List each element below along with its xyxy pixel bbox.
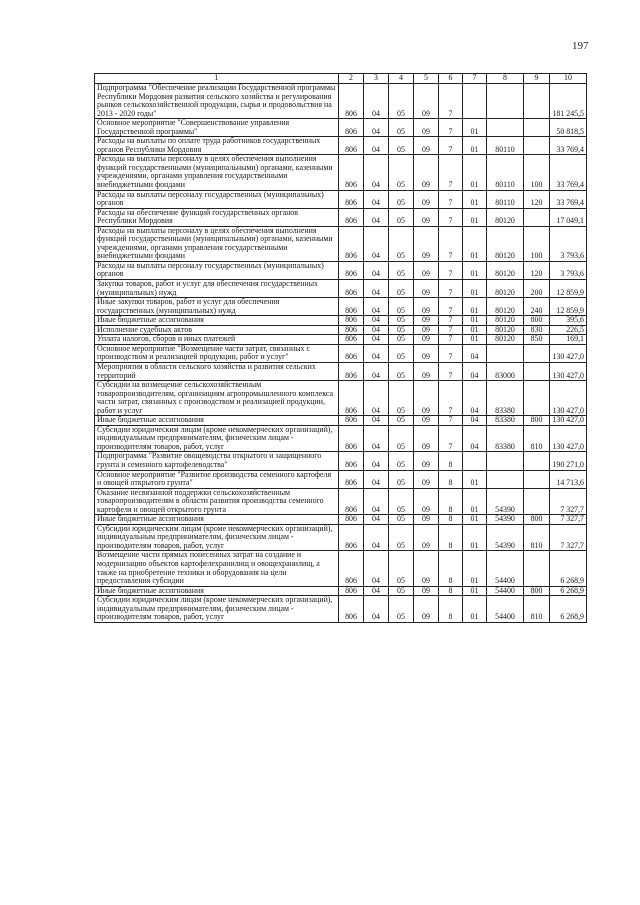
page-number: 197 — [572, 40, 589, 52]
table-row — [95, 155, 587, 190]
subsection-code-cell: 05 — [389, 316, 414, 326]
table-row — [95, 596, 587, 623]
header-cell: 4 — [389, 74, 414, 84]
subprogram-code-cell: 7 — [439, 316, 463, 326]
section-code-cell: 04 — [364, 316, 389, 326]
item-name-cell: Уплата налогов, сборов и иных платежей — [95, 335, 339, 345]
amount-cell: 7 327,7 — [550, 488, 587, 515]
item-name-cell: Мероприятия в области сельского хозяйства и развития сельских территорий — [95, 362, 339, 380]
measure-code-cell: 01 — [463, 488, 487, 515]
direction-code-cell: 54390 — [487, 515, 524, 525]
section-code-cell: 04 — [364, 515, 389, 525]
subsection-code-cell: 05 — [389, 524, 414, 551]
amount-cell: 17 049,1 — [550, 208, 587, 226]
amount-cell: 190 271,0 — [550, 452, 587, 470]
amount-cell: 6 268,9 — [550, 586, 587, 596]
section-code-cell: 04 — [364, 551, 389, 586]
direction-code-cell: 80120 — [487, 226, 524, 261]
measure-code-cell: 04 — [463, 362, 487, 380]
subprogram-code-cell: 8 — [439, 452, 463, 470]
section-code-cell: 04 — [364, 381, 389, 416]
ministry-code-cell: 806 — [339, 84, 364, 119]
item-name-cell: Расходы на выплаты по оплате труда работников государственных органов Республики Мордовия — [95, 137, 339, 155]
expense-type-code-cell: 240 — [524, 298, 550, 316]
program-code-cell: 09 — [414, 155, 439, 190]
expense-type-code-cell: 830 — [524, 325, 550, 335]
subprogram-code-cell: 7 — [439, 137, 463, 155]
table-row — [95, 488, 587, 515]
subsection-code-cell: 05 — [389, 137, 414, 155]
amount-cell: 33 769,4 — [550, 155, 587, 190]
subprogram-code-cell: 7 — [439, 226, 463, 261]
direction-code-cell: 80120 — [487, 316, 524, 326]
program-code-cell: 09 — [414, 381, 439, 416]
amount-cell: 395,6 — [550, 316, 587, 326]
subprogram-code-cell: 7 — [439, 335, 463, 345]
measure-code-cell: 01 — [463, 155, 487, 190]
expense-type-code-cell: 100 — [524, 226, 550, 261]
expense-type-code-cell: 100 — [524, 155, 550, 190]
expense-type-code-cell — [524, 551, 550, 586]
subprogram-code-cell: 7 — [439, 298, 463, 316]
ministry-code-cell: 806 — [339, 596, 364, 623]
amount-cell: 33 769,4 — [550, 137, 587, 155]
measure-code-cell: 04 — [463, 381, 487, 416]
measure-code-cell — [463, 452, 487, 470]
subprogram-code-cell: 7 — [439, 280, 463, 298]
measure-code-cell: 01 — [463, 298, 487, 316]
direction-code-cell: 80120 — [487, 325, 524, 335]
section-code-cell: 04 — [364, 425, 389, 452]
section-code-cell: 04 — [364, 596, 389, 623]
item-name-cell: Подпрограмма "Развитие овощеводства открытого и защищенного грунта и семенного картофелеводства" — [95, 452, 339, 470]
item-name-cell: Закупка товаров, работ и услуг для обеспечения государственных (муниципальных) нужд — [95, 280, 339, 298]
measure-code-cell: 01 — [463, 470, 487, 488]
table-body — [95, 84, 587, 623]
expense-type-code-cell: 800 — [524, 416, 550, 426]
amount-cell: 3 793,6 — [550, 261, 587, 279]
table-row — [95, 298, 587, 316]
subprogram-code-cell: 7 — [439, 155, 463, 190]
subprogram-code-cell: 7 — [439, 119, 463, 137]
table-row — [95, 208, 587, 226]
program-code-cell: 09 — [414, 298, 439, 316]
item-name-cell: Оказание несвязанной поддержки сельскохозяйственным товаропроизводителям в области развития производства семенного картофеля и овощей открытого грунта — [95, 488, 339, 515]
amount-cell: 130 427,0 — [550, 344, 587, 362]
measure-code-cell: 01 — [463, 137, 487, 155]
table-row — [95, 425, 587, 452]
direction-code-cell: 83380 — [487, 381, 524, 416]
expense-type-code-cell: 200 — [524, 280, 550, 298]
subprogram-code-cell: 7 — [439, 381, 463, 416]
item-name-cell: Основное мероприятие "Возмещение части затрат, связанных с производством и реализацией продукции, работ и услуг" — [95, 344, 339, 362]
header-cell: 9 — [524, 74, 550, 84]
table-row — [95, 416, 587, 426]
amount-cell: 226,5 — [550, 325, 587, 335]
direction-code-cell: 83000 — [487, 362, 524, 380]
amount-cell: 130 427,0 — [550, 416, 587, 426]
direction-code-cell — [487, 119, 524, 137]
measure-code-cell — [463, 84, 487, 119]
ministry-code-cell: 806 — [339, 488, 364, 515]
subsection-code-cell: 05 — [389, 452, 414, 470]
expense-type-code-cell — [524, 84, 550, 119]
direction-code-cell — [487, 452, 524, 470]
ministry-code-cell: 806 — [339, 190, 364, 208]
section-code-cell: 04 — [364, 226, 389, 261]
amount-cell: 130 427,0 — [550, 362, 587, 380]
ministry-code-cell: 806 — [339, 325, 364, 335]
header-row — [95, 74, 587, 84]
direction-code-cell: 80120 — [487, 335, 524, 345]
section-code-cell: 04 — [364, 137, 389, 155]
ministry-code-cell: 806 — [339, 470, 364, 488]
direction-code-cell: 80110 — [487, 190, 524, 208]
ministry-code-cell: 806 — [339, 344, 364, 362]
subsection-code-cell: 05 — [389, 416, 414, 426]
amount-cell: 12 859,9 — [550, 280, 587, 298]
header-cell: 1 — [95, 74, 339, 84]
expense-type-code-cell: 800 — [524, 316, 550, 326]
subprogram-code-cell: 7 — [439, 425, 463, 452]
measure-code-cell: 01 — [463, 551, 487, 586]
subprogram-code-cell: 8 — [439, 470, 463, 488]
ministry-code-cell: 806 — [339, 261, 364, 279]
direction-code-cell — [487, 470, 524, 488]
subsection-code-cell: 05 — [389, 280, 414, 298]
subsection-code-cell: 05 — [389, 425, 414, 452]
expense-type-code-cell — [524, 137, 550, 155]
expense-type-code-cell: 800 — [524, 586, 550, 596]
expense-type-code-cell — [524, 488, 550, 515]
item-name-cell: Иные бюджетные ассигнования — [95, 416, 339, 426]
program-code-cell: 09 — [414, 335, 439, 345]
table-row — [95, 344, 587, 362]
direction-code-cell: 83380 — [487, 425, 524, 452]
section-code-cell: 04 — [364, 280, 389, 298]
table-row — [95, 381, 587, 416]
subsection-code-cell: 05 — [389, 344, 414, 362]
ministry-code-cell: 806 — [339, 586, 364, 596]
item-name-cell: Субсидии на возмещение сельскохозяйственным товаропроизводителям, организациям агропромышленного комплекса части затрат, связанных с производством и реализацией продукции, работ и услуг — [95, 381, 339, 416]
program-code-cell: 09 — [414, 137, 439, 155]
program-code-cell: 09 — [414, 515, 439, 525]
table-row — [95, 470, 587, 488]
section-code-cell: 04 — [364, 344, 389, 362]
program-code-cell: 09 — [414, 488, 439, 515]
program-code-cell: 09 — [414, 344, 439, 362]
amount-cell: 130 427,0 — [550, 425, 587, 452]
header-cell: 7 — [463, 74, 487, 84]
item-name-cell: Расходы на выплаты персоналу государственных (муниципальных) органов — [95, 190, 339, 208]
header-cell: 2 — [339, 74, 364, 84]
table-row — [95, 261, 587, 279]
ministry-code-cell: 806 — [339, 515, 364, 525]
ministry-code-cell: 806 — [339, 381, 364, 416]
direction-code-cell: 80110 — [487, 155, 524, 190]
expense-type-code-cell: 120 — [524, 261, 550, 279]
amount-cell: 7 327,7 — [550, 515, 587, 525]
expense-type-code-cell — [524, 470, 550, 488]
program-code-cell: 09 — [414, 425, 439, 452]
header-cell: 5 — [414, 74, 439, 84]
measure-code-cell: 04 — [463, 416, 487, 426]
program-code-cell: 09 — [414, 586, 439, 596]
section-code-cell: 04 — [364, 362, 389, 380]
amount-cell: 169,1 — [550, 335, 587, 345]
section-code-cell: 04 — [364, 261, 389, 279]
section-code-cell: 04 — [364, 119, 389, 137]
amount-cell: 12 859,9 — [550, 298, 587, 316]
measure-code-cell: 01 — [463, 280, 487, 298]
subprogram-code-cell: 8 — [439, 515, 463, 525]
section-code-cell: 04 — [364, 335, 389, 345]
subsection-code-cell: 05 — [389, 551, 414, 586]
measure-code-cell: 04 — [463, 344, 487, 362]
subprogram-code-cell: 7 — [439, 325, 463, 335]
program-code-cell: 09 — [414, 119, 439, 137]
subsection-code-cell: 05 — [389, 335, 414, 345]
table-row — [95, 226, 587, 261]
subprogram-code-cell: 8 — [439, 488, 463, 515]
program-code-cell: 09 — [414, 190, 439, 208]
section-code-cell: 04 — [364, 155, 389, 190]
subprogram-code-cell: 7 — [439, 362, 463, 380]
section-code-cell: 04 — [364, 190, 389, 208]
table-row — [95, 524, 587, 551]
section-code-cell: 04 — [364, 298, 389, 316]
ministry-code-cell: 806 — [339, 119, 364, 137]
subsection-code-cell: 05 — [389, 298, 414, 316]
ministry-code-cell: 806 — [339, 452, 364, 470]
amount-cell: 33 769,4 — [550, 190, 587, 208]
subprogram-code-cell: 7 — [439, 208, 463, 226]
amount-cell: 3 793,6 — [550, 226, 587, 261]
measure-code-cell: 04 — [463, 425, 487, 452]
item-name-cell: Иные закупки товаров, работ и услуг для обеспечения государственных (муниципальных) нужд — [95, 298, 339, 316]
expense-type-code-cell: 810 — [524, 425, 550, 452]
measure-code-cell: 01 — [463, 524, 487, 551]
table-row — [95, 119, 587, 137]
item-name-cell: Субсидии юридическим лицам (кроме некоммерческих организаций), индивидуальным предпринимателям, физическим лицам - производителям товаров, работ, услуг — [95, 524, 339, 551]
program-code-cell: 09 — [414, 416, 439, 426]
table-row — [95, 137, 587, 155]
program-code-cell: 09 — [414, 84, 439, 119]
program-code-cell: 09 — [414, 261, 439, 279]
measure-code-cell: 01 — [463, 586, 487, 596]
subprogram-code-cell: 7 — [439, 344, 463, 362]
program-code-cell: 09 — [414, 208, 439, 226]
program-code-cell: 09 — [414, 316, 439, 326]
expense-type-code-cell: 800 — [524, 515, 550, 525]
measure-code-cell: 01 — [463, 261, 487, 279]
ministry-code-cell: 806 — [339, 280, 364, 298]
table-row — [95, 452, 587, 470]
subsection-code-cell: 05 — [389, 325, 414, 335]
table-row — [95, 515, 587, 525]
table-row — [95, 362, 587, 380]
section-code-cell: 04 — [364, 325, 389, 335]
ministry-code-cell: 806 — [339, 155, 364, 190]
subsection-code-cell: 05 — [389, 261, 414, 279]
table-row — [95, 316, 587, 326]
subprogram-code-cell: 7 — [439, 84, 463, 119]
section-code-cell: 04 — [364, 586, 389, 596]
measure-code-cell: 01 — [463, 208, 487, 226]
direction-code-cell: 54390 — [487, 488, 524, 515]
subsection-code-cell: 05 — [389, 155, 414, 190]
program-code-cell: 09 — [414, 325, 439, 335]
subprogram-code-cell: 8 — [439, 596, 463, 623]
item-name-cell: Субсидии юридическим лицам (кроме некоммерческих организаций), индивидуальным предпринимателям, физическим лицам - производителям товаров, работ, услуг — [95, 596, 339, 623]
direction-code-cell: 54390 — [487, 524, 524, 551]
header-cell: 8 — [487, 74, 524, 84]
program-code-cell: 09 — [414, 280, 439, 298]
amount-cell: 14 713,6 — [550, 470, 587, 488]
expense-type-code-cell — [524, 362, 550, 380]
subsection-code-cell: 05 — [389, 208, 414, 226]
direction-code-cell: 80120 — [487, 280, 524, 298]
direction-code-cell — [487, 84, 524, 119]
program-code-cell: 09 — [414, 226, 439, 261]
ministry-code-cell: 806 — [339, 137, 364, 155]
item-name-cell: Субсидии юридическим лицам (кроме некоммерческих организаций), индивидуальным предпринимателям, физическим лицам - производителям товаров, работ, услуг — [95, 425, 339, 452]
subprogram-code-cell: 7 — [439, 261, 463, 279]
subprogram-code-cell: 7 — [439, 190, 463, 208]
section-code-cell: 04 — [364, 470, 389, 488]
measure-code-cell: 01 — [463, 226, 487, 261]
amount-cell: 7 327,7 — [550, 524, 587, 551]
subsection-code-cell: 05 — [389, 586, 414, 596]
expense-type-code-cell: 810 — [524, 596, 550, 623]
expense-type-code-cell: 850 — [524, 335, 550, 345]
section-code-cell: 04 — [364, 524, 389, 551]
expense-type-code-cell — [524, 119, 550, 137]
ministry-code-cell: 806 — [339, 335, 364, 345]
ministry-code-cell: 806 — [339, 416, 364, 426]
ministry-code-cell: 806 — [339, 316, 364, 326]
ministry-code-cell: 806 — [339, 298, 364, 316]
subsection-code-cell: 05 — [389, 226, 414, 261]
section-code-cell: 04 — [364, 208, 389, 226]
direction-code-cell: 54400 — [487, 551, 524, 586]
item-name-cell: Иные бюджетные ассигнования — [95, 316, 339, 326]
ministry-code-cell: 806 — [339, 362, 364, 380]
ministry-code-cell: 806 — [339, 551, 364, 586]
item-name-cell: Основное мероприятие "Развитие производства семенного картофеля и овощей открытого грунта" — [95, 470, 339, 488]
ministry-code-cell: 806 — [339, 226, 364, 261]
expense-type-code-cell — [524, 208, 550, 226]
subsection-code-cell: 05 — [389, 362, 414, 380]
direction-code-cell: 80120 — [487, 208, 524, 226]
direction-code-cell: 54400 — [487, 586, 524, 596]
ministry-code-cell: 806 — [339, 524, 364, 551]
subsection-code-cell: 05 — [389, 381, 414, 416]
measure-code-cell: 01 — [463, 335, 487, 345]
table-row — [95, 280, 587, 298]
item-name-cell: Расходы на выплаты персоналу в целях обеспечения выполнения функций государственными (муниципальными) органами, казенными учреждениями, органами управления государственными внебюджетными фондами — [95, 155, 339, 190]
measure-code-cell: 01 — [463, 316, 487, 326]
item-name-cell: Исполнение судебных актов — [95, 325, 339, 335]
ministry-code-cell: 806 — [339, 425, 364, 452]
header-cell: 10 — [550, 74, 587, 84]
program-code-cell: 09 — [414, 596, 439, 623]
amount-cell: 130 427,0 — [550, 381, 587, 416]
direction-code-cell: 80120 — [487, 261, 524, 279]
subsection-code-cell: 05 — [389, 515, 414, 525]
direction-code-cell: 83380 — [487, 416, 524, 426]
expense-type-code-cell: 120 — [524, 190, 550, 208]
measure-code-cell: 01 — [463, 190, 487, 208]
table-row — [95, 335, 587, 345]
subsection-code-cell: 05 — [389, 119, 414, 137]
header-cell: 3 — [364, 74, 389, 84]
table-row — [95, 190, 587, 208]
program-code-cell: 09 — [414, 551, 439, 586]
direction-code-cell: 54400 — [487, 596, 524, 623]
program-code-cell: 09 — [414, 470, 439, 488]
header-cell: 6 — [439, 74, 463, 84]
section-code-cell: 04 — [364, 84, 389, 119]
expense-type-code-cell — [524, 452, 550, 470]
section-code-cell: 04 — [364, 416, 389, 426]
item-name-cell: Подпрограмма "Обеспечение реализации Государственной программы Республики Мордовия развития сельского хозяйства и регулирования рынков сельскохозяйственной продукции, сырья и продовольствия на 2013 - 2020 годы" — [95, 84, 339, 119]
direction-code-cell: 80110 — [487, 137, 524, 155]
budget-table — [94, 73, 587, 623]
program-code-cell: 09 — [414, 524, 439, 551]
subsection-code-cell: 05 — [389, 190, 414, 208]
table-row — [95, 551, 587, 586]
subprogram-code-cell: 8 — [439, 524, 463, 551]
item-name-cell: Иные бюджетные ассигнования — [95, 515, 339, 525]
direction-code-cell: 80120 — [487, 298, 524, 316]
ministry-code-cell: 806 — [339, 208, 364, 226]
item-name-cell: Расходы на выплаты персоналу в целях обеспечения выполнения функций государственными (муниципальными) органами, казенными учреждениями, органами управления государственными внебюджетными фондами — [95, 226, 339, 261]
section-code-cell: 04 — [364, 452, 389, 470]
section-code-cell: 04 — [364, 488, 389, 515]
amount-cell: 6 268,9 — [550, 596, 587, 623]
measure-code-cell: 01 — [463, 596, 487, 623]
expense-type-code-cell — [524, 344, 550, 362]
amount-cell: 50 818,5 — [550, 119, 587, 137]
measure-code-cell: 01 — [463, 515, 487, 525]
subsection-code-cell: 05 — [389, 470, 414, 488]
subsection-code-cell: 05 — [389, 596, 414, 623]
table-row — [95, 84, 587, 119]
program-code-cell: 09 — [414, 362, 439, 380]
amount-cell: 6 268,9 — [550, 551, 587, 586]
direction-code-cell — [487, 344, 524, 362]
subprogram-code-cell: 8 — [439, 551, 463, 586]
expense-type-code-cell — [524, 381, 550, 416]
subsection-code-cell: 05 — [389, 84, 414, 119]
item-name-cell: Возмещение части прямых понесенных затрат на создание и модернизацию объектов картофелехранилищ и овощехранилищ, а также на приобретение техники и оборудования на цели предоставления субсидии — [95, 551, 339, 586]
item-name-cell: Основное мероприятие "Совершенствование управления Государственной программы" — [95, 119, 339, 137]
subsection-code-cell: 05 — [389, 488, 414, 515]
measure-code-cell: 01 — [463, 119, 487, 137]
item-name-cell: Расходы на выплаты персоналу государственных (муниципальных) органов — [95, 261, 339, 279]
subprogram-code-cell: 8 — [439, 586, 463, 596]
amount-cell: 181 245,5 — [550, 84, 587, 119]
subprogram-code-cell: 7 — [439, 416, 463, 426]
item-name-cell: Иные бюджетные ассигнования — [95, 586, 339, 596]
expense-type-code-cell: 810 — [524, 524, 550, 551]
program-code-cell: 09 — [414, 452, 439, 470]
item-name-cell: Расходы на обеспечение функций государственных органов Республики Мордовия — [95, 208, 339, 226]
measure-code-cell: 01 — [463, 325, 487, 335]
